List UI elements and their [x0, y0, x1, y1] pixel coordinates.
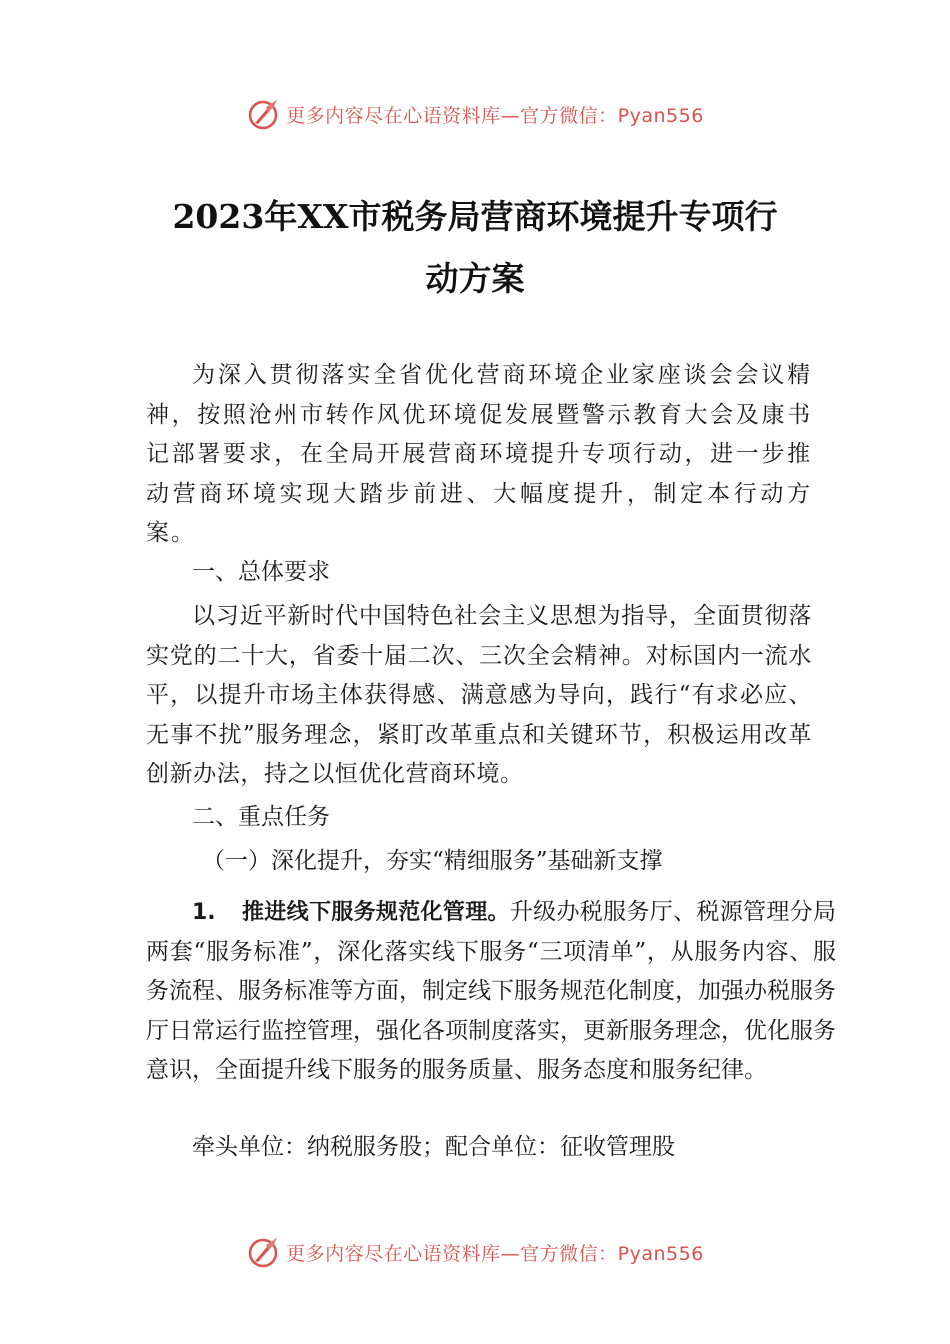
section-heading-key-tasks: 二、重点任务: [192, 804, 330, 830]
title-line-2: 动方案: [425, 259, 525, 298]
general-requirements-paragraph: 以习近平新时代中国特色社会主义思想为指导，全面贯彻落实党的二十大，省委十届二次、三次全会精神。对标国内一流水平，以提升市场主体获得感、满意感为导向，践行“有求必应、无事不扰”服务理念，紧盯改革重点和关键环节，积极运用改革创新办法，持之以恒优化营商环境。: [146, 603, 812, 787]
footer-watermark: [0, 1232, 950, 1272]
intro-paragraph: 为深入贯彻落实全省优化营商环境企业家座谈会会议精神，按照沧州市转作风优环境促发展暨警示教育大会及康书记部署要求，在全局开展营商环境提升专项行动，进一步推动营商环境实现大踏步前进、大幅度提升，制定本行动方案。: [146, 362, 812, 546]
title-line-1: 2023年XX市税务局营商环境提升专项行: [172, 197, 778, 236]
section-heading-general-requirements: 一、总体要求: [192, 559, 330, 585]
task-item-title: 推进线下服务规范化管理。: [241, 900, 510, 925]
task-item-1: [146, 893, 836, 1091]
task-item-body: 升级办税服务厅、税源管理分局两套“服务标准”，深化落实线下服务“三项清单”，从服务内容、服务流程、服务标准等方面，制定线下服务规范化制度，加强办税服务厅日常运行监控管理，强化各项制度落实，更新服务理念，优化服务意识，全面提升线下服务的服务质量、服务态度和服务纪律。: [146, 899, 837, 1083]
header-watermark: [0, 94, 950, 134]
quill-logo-icon: [246, 1235, 280, 1269]
watermark-text: 更多内容尽在心语资料库—官方微信：Pyan556: [286, 1242, 704, 1265]
watermark-text: 更多内容尽在心语资料库—官方微信：Pyan556: [286, 104, 704, 127]
quill-logo-icon: [246, 97, 280, 131]
responsible-units: 牵头单位：纳税服务股；配合单位：征收管理股: [192, 1134, 675, 1160]
document-title: [140, 186, 810, 310]
subsection-heading: （一）深化提升，夯实“精细服务”基础新支撑: [202, 848, 663, 874]
task-item-number: 1.: [192, 900, 216, 925]
